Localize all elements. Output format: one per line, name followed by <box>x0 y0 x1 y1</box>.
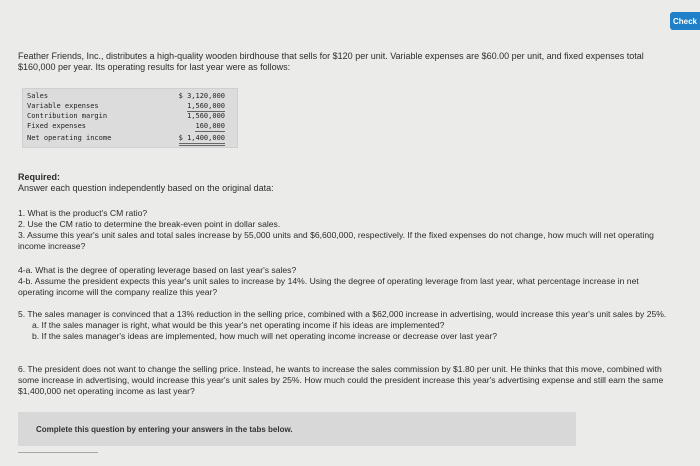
row-label: Contribution margin <box>27 112 108 120</box>
question-3: 3. Assume this year's unit sales and total sales increase by 55,000 units and $6,600,000, respectively. If the fixed expenses do not change, how much will net operating income increase? <box>18 230 654 251</box>
check-button[interactable]: Check <box>670 12 700 30</box>
financial-results-table <box>22 88 238 148</box>
required-subheading: Answer each question independently based on the original data: <box>18 183 274 193</box>
question-4a: 4-a. What is the degree of operating leverage based on last year's sales? <box>18 265 297 275</box>
problem-intro: Feather Friends, Inc., distributes a high-quality wooden birdhouse that sells for $120 per unit. Variable expenses are $60.00 per unit, and fixed expenses total $160,000 per year. Its operating results for last year were as follows: <box>18 51 644 72</box>
question-6: 6. The president does not want to change the selling price. Instead, he wants to increase the sales commission by $1.80 per unit. He thinks that this move, combined with some increase in advertising, would increase this year's unit sales by 25%. How much could the president increase this year's advertising expense and still earn the same $1,400,000 net operating income as last year? <box>18 364 664 396</box>
questions-4 <box>18 265 668 298</box>
footer-divider <box>18 452 98 453</box>
instruction-box <box>18 412 576 446</box>
question-5b: b. If the sales manager's ideas are implemented, how much will net operating income increase or decrease over last year? <box>32 331 497 341</box>
table-row <box>27 111 233 121</box>
question-6-block <box>18 364 668 397</box>
questions-1-3 <box>18 208 668 252</box>
instruction-text: Complete this question by entering your answers in the tabs below. <box>36 425 293 434</box>
table-row <box>27 133 233 143</box>
row-label: Variable expenses <box>27 102 99 110</box>
row-label: Fixed expenses <box>27 122 87 130</box>
required-section <box>18 172 678 194</box>
table-row <box>27 121 233 131</box>
questions-5 <box>18 309 668 342</box>
question-4b: 4-b. Assume the president expects this year's unit sales to increase by 14%. Using the degree of operating leverage from last year, what percentage increase in net operating income will the company realize this year? <box>18 276 639 297</box>
table-row <box>27 91 233 101</box>
question-2: 2. Use the CM ratio to determine the break-even point in dollar sales. <box>18 219 281 229</box>
question-1: 1. What is the product's CM ratio? <box>18 208 148 218</box>
row-value: 160,000 <box>195 122 225 130</box>
question-5a: a. If the sales manager is right, what would be this year's net operating income if his ideas are implemented? <box>32 320 445 330</box>
row-label: Sales <box>27 92 49 100</box>
required-heading: Required: <box>18 172 61 182</box>
row-value: 1,560,000 <box>187 112 225 120</box>
row-value: 1,560,000 <box>187 102 225 110</box>
row-label: Net operating income <box>27 134 112 142</box>
table-row <box>27 101 233 111</box>
row-value: $ 3,120,000 <box>178 92 225 100</box>
question-5: 5. The sales manager is convinced that a 13% reduction in the selling price, combined with a $62,000 increase in advertising, would increase this year's unit sales by 25%. <box>18 309 667 319</box>
row-value: $ 1,400,000 <box>179 133 225 146</box>
